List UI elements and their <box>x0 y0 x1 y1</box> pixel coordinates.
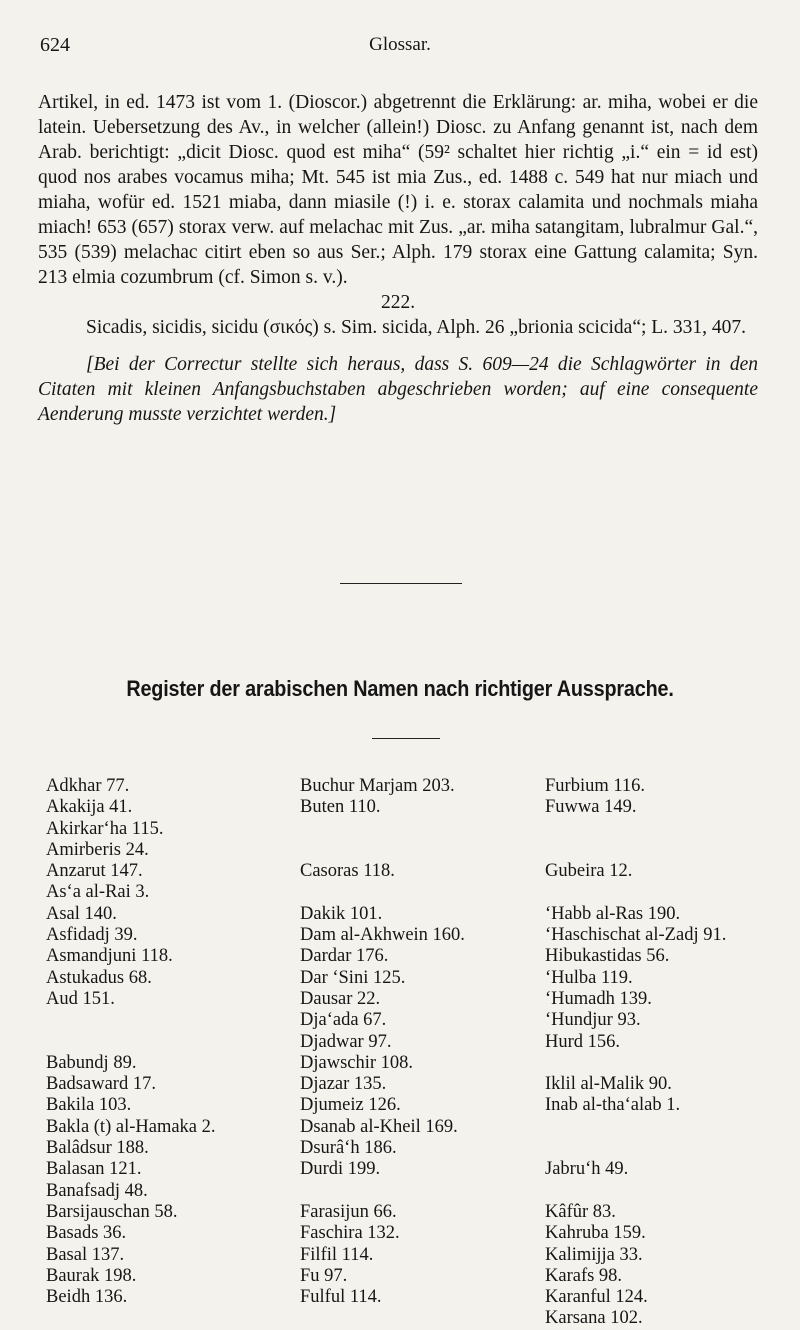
register-entry: Filfil 114. <box>300 1244 374 1265</box>
entry-number: 222. <box>380 292 416 313</box>
glossary-body <box>38 90 758 427</box>
register-entry: Karanful 124. <box>545 1287 648 1308</box>
register-entry: Hurd 156. <box>545 1031 621 1052</box>
register-entry: As‘a al-Rai 3. <box>46 882 150 903</box>
register-entry: Dakik 101. <box>300 903 383 924</box>
register-entry: Dsurâ‘h 186. <box>300 1138 397 1159</box>
register-entry: Barsijauschan 58. <box>46 1201 178 1222</box>
page-header <box>40 34 760 64</box>
register-entry: Dardar 176. <box>300 946 389 967</box>
register-entry: Asal 140. <box>46 903 117 924</box>
register-entry: ‘Hundjur 93. <box>545 1010 641 1031</box>
register-entry: Casoras 118. <box>300 861 395 882</box>
register-entry: Anzarut 147. <box>46 861 143 882</box>
register-entry: Balasan 121. <box>46 1159 142 1180</box>
register-entry: Farasijun 66. <box>300 1201 397 1222</box>
register-entry: Basal 137. <box>46 1244 125 1265</box>
register-column-3 <box>545 776 726 1330</box>
register-entry: Adkhar 77. <box>46 776 130 796</box>
register-entry: Fuwwa 149. <box>545 797 637 818</box>
register-entry: Kalimijja 33. <box>545 1244 643 1265</box>
register-entry: Bakila 103. <box>46 1095 132 1116</box>
register-column-2 <box>300 776 465 1308</box>
section-divider <box>340 583 462 584</box>
register-entry: Banafsadj 48. <box>46 1180 148 1201</box>
register-entry: Dsanab al-Kheil 169. <box>300 1116 458 1137</box>
register-entry: Kahruba 159. <box>545 1223 646 1244</box>
register-entry: Buten 110. <box>300 797 381 818</box>
register-title: Register der arabischen Namen nach richtiger Aussprache. <box>126 676 674 701</box>
register-entry: Amirberis 24. <box>46 839 149 860</box>
register-entry: ‘Haschischat al-Zadj 91. <box>545 925 727 946</box>
register-entry: Fulful 114. <box>300 1287 382 1308</box>
register-entry: Bakla (t) al-Hamaka 2. <box>46 1116 216 1137</box>
register-entry <box>545 1138 726 1159</box>
register-entry: Djumeiz 126. <box>300 1095 401 1116</box>
register-entry <box>300 819 465 840</box>
register-entry: Fu 97. <box>300 1265 348 1286</box>
title-underline <box>372 738 440 739</box>
register-entry <box>545 1053 726 1074</box>
register-entry: Djadwar 97. <box>300 1031 392 1052</box>
register-entry: Gubeira 12. <box>545 861 633 882</box>
register-entry: ‘Humadh 139. <box>545 988 652 1009</box>
register-entry: Buchur Marjam 203. <box>300 776 455 796</box>
register-entry: Basads 36. <box>46 1223 127 1244</box>
register-entry: Jabru‘h 49. <box>545 1159 629 1180</box>
register-entry: ‘Hulba 119. <box>545 967 633 988</box>
register-entry: Akirkar‘ha 115. <box>46 818 164 839</box>
register-entry: Asfidadj 39. <box>46 925 138 946</box>
register-entry: Iklil al-Malik 90. <box>545 1074 672 1095</box>
register-entry <box>545 1117 726 1138</box>
register-entry: Djazar 135. <box>300 1074 387 1095</box>
register-entry: Asmandjuni 118. <box>46 946 173 967</box>
register-entry: Dar ‘Sini 125. <box>300 967 406 988</box>
register-entry: Furbium 116. <box>545 776 646 796</box>
register-entry <box>545 840 726 861</box>
register-entry: Dja‘ada 67. <box>300 1010 387 1031</box>
running-title: Glossar. <box>369 34 431 55</box>
register-entry: Karsana 102. <box>545 1308 643 1329</box>
register-entry <box>300 840 465 861</box>
page-number: 624 <box>40 34 70 56</box>
register-entry <box>545 882 726 903</box>
register-entry: Aud 151. <box>46 988 115 1009</box>
register-entry: Dausar 22. <box>300 988 381 1009</box>
register-entry <box>300 882 465 903</box>
register-entry: Balâdsur 188. <box>46 1138 149 1159</box>
register-entry: ‘Habb al-Ras 190. <box>545 903 681 924</box>
register-entry: Astukadus 68. <box>46 967 152 988</box>
register-entry: Badsaward 17. <box>46 1074 156 1095</box>
register-entry: Kâfûr 83. <box>545 1201 616 1222</box>
editor-note: [Bei der Correctur stellte sich heraus, dass S. 609—24 die Schlagwörter in den Citaten mit kleinen Anfangsbuchstaben abgeschrieben worden; auf eine consequente Aenderung musste verzichtet werden.] <box>38 354 758 425</box>
register-entry: Dam al-Akhwein 160. <box>300 925 465 946</box>
register-entry: Akakija 41. <box>46 797 133 818</box>
register-entry <box>46 1010 216 1031</box>
register-entry <box>300 1181 465 1202</box>
glossary-paragraph: Artikel, in ed. 1473 ist vom 1. (Dioscor.) abgetrennt die Erklärung: ar. miha, wobei er die latein. Uebersetzung des Av., in welcher (allein!) Diosc. zu Anfang genannt ist, nach dem Arab. berichtigt: „dicit Diosc. quod est miha“ (59² schaltet hier richtig „i.“ ein = id est) quod nos arabes vocamus miha; Mt. 545 ist mia Zus., ed. 1488 c. 549 hat nur miach und miaha, wofür ed. 1521 miaba, dann miasile (!) i. e. storax calamita und nochmals miaha miach! 653 (657) storax verw. auf melachac mit Zus. „ar. miha satangitam, lubralmur Gal.“, 535 (539) melachac citirt eben so aus Ser.; Alph. 179 storax eine Gattung calamita; Syn. 213 elmia cozumbrum (cf. Simon s. v.). <box>38 92 758 288</box>
register-entry <box>46 1032 216 1053</box>
register-entry <box>545 819 726 840</box>
register-entry: Djawschir 108. <box>300 1052 414 1073</box>
register-entry: Beidh 136. <box>46 1287 128 1308</box>
register-entry <box>545 1181 726 1202</box>
register-column-1 <box>46 776 216 1308</box>
register-entry: Baurak 198. <box>46 1265 137 1286</box>
register-entry: Babundj 89. <box>46 1052 137 1073</box>
register-entry: Karafs 98. <box>545 1265 623 1286</box>
register-entry: Inab al-tha‘alab 1. <box>545 1095 681 1116</box>
register-entry: Faschira 132. <box>300 1223 400 1244</box>
glossary-entry: Sicadis, sicidis, sicidu (σικός) s. Sim. sicida, Alph. 26 „brionia scicida“; L. 331, 407. <box>86 317 747 338</box>
register-entry: Durdi 199. <box>300 1159 381 1180</box>
register-entry: Hibukastidas 56. <box>545 946 670 967</box>
